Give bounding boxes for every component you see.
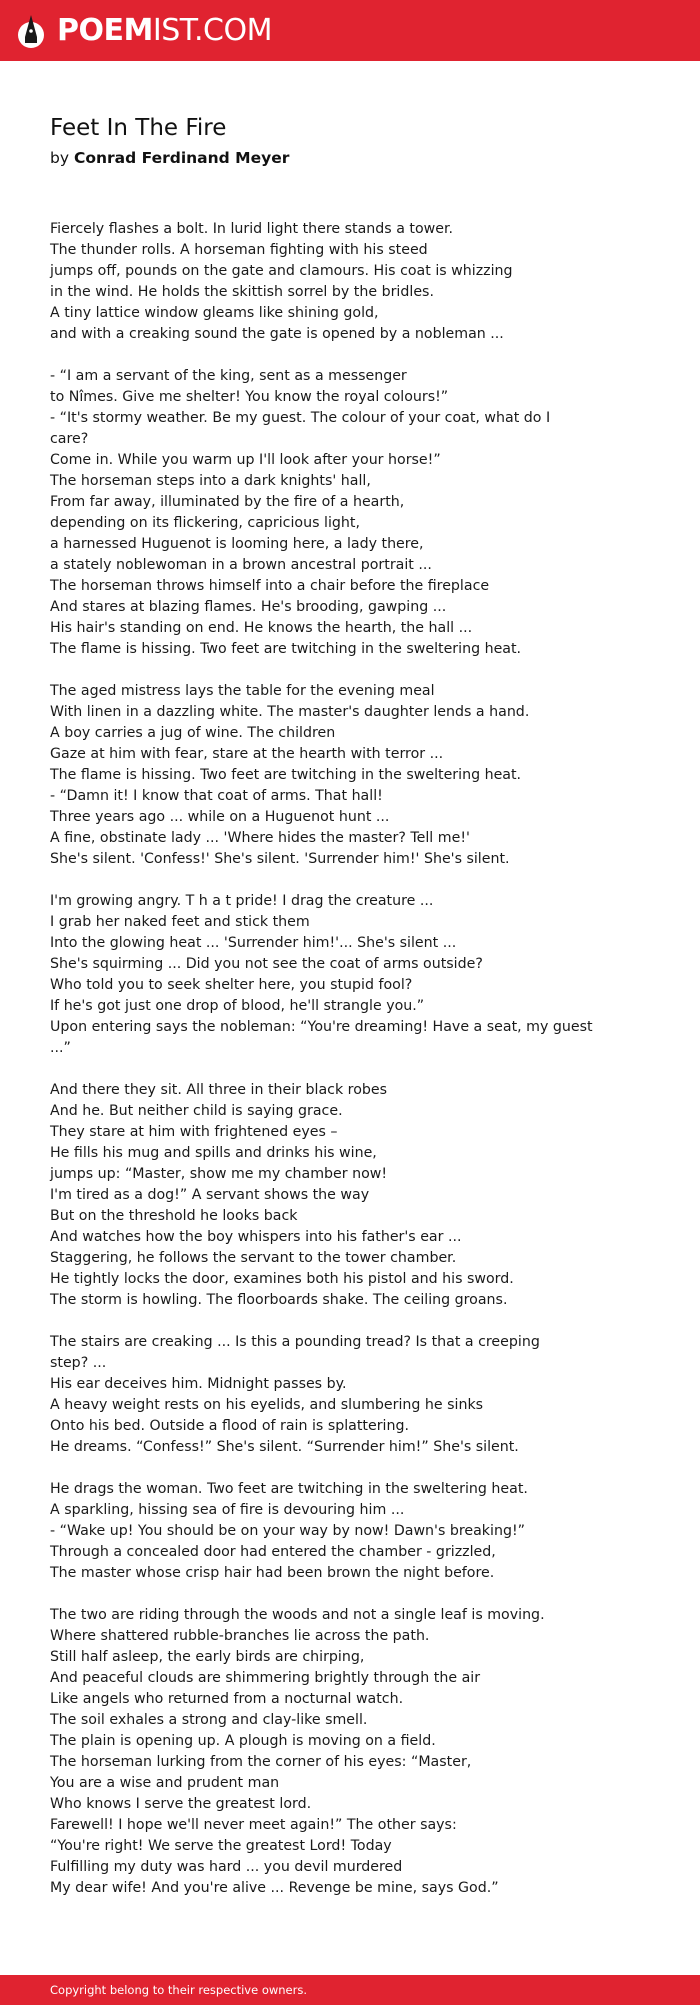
poem-stanza xyxy=(50,1479,610,1584)
poem-line: The stairs are creaking ... Is this a pounding tread? Is that a creeping xyxy=(50,1334,540,1350)
poem-line: A sparkling, hissing sea of fire is devouring him ... xyxy=(50,1502,405,1518)
poem-line: Fiercely flashes a bolt. In lurid light there stands a tower. xyxy=(50,221,454,237)
poem-line: But on the threshold he looks back xyxy=(50,1208,298,1224)
byline-label: by xyxy=(50,149,70,167)
poem-line: The two are riding through the woods and not a single leaf is moving. xyxy=(50,1607,545,1623)
poem-line: Gaze at him with fear, stare at the hearth with terror ... xyxy=(50,746,444,762)
pen-nib-icon xyxy=(17,11,45,51)
poem-line: in the wind. He holds the skittish sorrel by the bridles. xyxy=(50,284,434,300)
poem-line: jumps off, pounds on the gate and clamours. His coat is whizzing xyxy=(50,263,513,279)
poem-line: The thunder rolls. A horseman fighting with his steed xyxy=(50,242,428,258)
poem-title: Feet In The Fire xyxy=(50,115,227,141)
poem-stanza xyxy=(50,1605,610,1899)
poem-line: His ear deceives him. Midnight passes by. xyxy=(50,1376,347,1392)
poem-line: If he's got just one drop of blood, he'll strangle you.” xyxy=(50,998,425,1014)
poem-line: She's squirming ... Did you not see the coat of arms outside? xyxy=(50,956,483,972)
poem-line: Upon entering says the nobleman: “You're dreaming! Have a seat, my guest xyxy=(50,1019,593,1035)
poem-line: Staggering, he follows the servant to the tower chamber. xyxy=(50,1250,457,1266)
poem-line: step? ... xyxy=(50,1355,107,1371)
poem-line: You are a wise and prudent man xyxy=(50,1775,280,1791)
poem-line: The storm is howling. The floorboards shake. The ceiling groans. xyxy=(50,1292,508,1308)
poem-line: A tiny lattice window gleams like shining gold, xyxy=(50,305,379,321)
poem-line: - “It's stormy weather. Be my guest. The colour of your coat, what do I xyxy=(50,410,551,426)
poem-line: They stare at him with frightened eyes – xyxy=(50,1124,338,1140)
poem-body xyxy=(50,219,610,1920)
poem-line: Still half asleep, the early birds are chirping, xyxy=(50,1649,365,1665)
poem-line: With linen in a dazzling white. The master's daughter lends a hand. xyxy=(50,704,530,720)
logo-bold-text: POEM xyxy=(57,12,153,48)
poem-line: Into the glowing heat ... 'Surrender him!'... She's silent ... xyxy=(50,935,457,951)
poem-line: And there they sit. All three in their black robes xyxy=(50,1082,388,1098)
poem-line: From far away, illuminated by the fire of a hearth, xyxy=(50,494,405,510)
poem-line: depending on its flickering, capricious light, xyxy=(50,515,360,531)
poem-line: Three years ago ... while on a Huguenot hunt ... xyxy=(50,809,390,825)
poem-line: He dreams. “Confess!” She's silent. “Surrender him!” She's silent. xyxy=(50,1439,519,1455)
poem-line: And stares at blazing flames. He's brooding, gawping ... xyxy=(50,599,447,615)
poem-line: to Nîmes. Give me shelter! You know the royal colours!” xyxy=(50,389,449,405)
poem-line: He drags the woman. Two feet are twitching in the sweltering heat. xyxy=(50,1481,528,1497)
poem-stanza xyxy=(50,366,610,660)
poem-line: a harnessed Huguenot is looming here, a lady there, xyxy=(50,536,424,552)
poem-line: And he. But neither child is saying grace. xyxy=(50,1103,343,1119)
author-name[interactable]: Conrad Ferdinand Meyer xyxy=(73,149,290,167)
poem-line: The plain is opening up. A plough is moving on a field. xyxy=(50,1733,436,1749)
poem-line: Come in. While you warm up I'll look after your horse!” xyxy=(50,452,441,468)
poem-line: She's silent. 'Confess!' She's silent. 'Surrender him!' She's silent. xyxy=(50,851,510,867)
poem-line: A fine, obstinate lady ... 'Where hides the master? Tell me!' xyxy=(50,830,470,846)
poem-line: care? xyxy=(50,431,89,447)
site-logo[interactable] xyxy=(57,12,272,48)
poem-line: The flame is hissing. Two feet are twitching in the sweltering heat. xyxy=(50,641,522,657)
poem-line: Who told you to seek shelter here, you stupid fool? xyxy=(50,977,413,993)
poem-line: - “Damn it! I know that coat of arms. That hall! xyxy=(50,788,383,804)
poem-line: His hair's standing on end. He knows the hearth, the hall ... xyxy=(50,620,473,636)
poem-line: The master whose crisp hair had been brown the night before. xyxy=(50,1565,495,1581)
poem-stanza xyxy=(50,891,610,1059)
poem-line: Like angels who returned from a nocturnal watch. xyxy=(50,1691,404,1707)
poem-stanza xyxy=(50,681,610,870)
poem-line: Onto his bed. Outside a flood of rain is splattering. xyxy=(50,1418,409,1434)
poem-line: The horseman steps into a dark knights' hall, xyxy=(50,473,371,489)
site-header xyxy=(0,0,700,61)
poem-line: “You're right! We serve the greatest Lord! Today xyxy=(50,1838,392,1854)
poem-line: I grab her naked feet and stick them xyxy=(50,914,310,930)
poem-line: He tightly locks the door, examines both his pistol and his sword. xyxy=(50,1271,514,1287)
poem-line: The soil exhales a strong and clay-like smell. xyxy=(50,1712,368,1728)
byline xyxy=(50,149,289,167)
poem-line: A boy carries a jug of wine. The children xyxy=(50,725,336,741)
poem-line: ...” xyxy=(50,1040,71,1056)
poem-line: And watches how the boy whispers into his father's ear ... xyxy=(50,1229,462,1245)
poem-stanza xyxy=(50,1080,610,1311)
poem-line: a stately noblewoman in a brown ancestral portrait ... xyxy=(50,557,432,573)
poem-line: Where shattered rubble-branches lie across the path. xyxy=(50,1628,430,1644)
poem-line: and with a creaking sound the gate is opened by a nobleman ... xyxy=(50,326,504,342)
poem-line: He fills his mug and spills and drinks his wine, xyxy=(50,1145,377,1161)
poem-line: jumps up: “Master, show me my chamber now! xyxy=(50,1166,388,1182)
poem-line: The horseman throws himself into a chair before the fireplace xyxy=(50,578,490,594)
copyright-text: Copyright belong to their respective owners. xyxy=(50,1983,308,1997)
poem-line: The flame is hissing. Two feet are twitching in the sweltering heat. xyxy=(50,767,522,783)
poem-line: I'm tired as a dog!” A servant shows the way xyxy=(50,1187,370,1203)
poem-line: And peaceful clouds are shimmering brightly through the air xyxy=(50,1670,481,1686)
poem-line: A heavy weight rests on his eyelids, and slumbering he sinks xyxy=(50,1397,484,1413)
poem-line: My dear wife! And you're alive ... Revenge be mine, says God.” xyxy=(50,1880,499,1896)
site-footer xyxy=(0,1975,700,2005)
poem-line: Fulfilling my duty was hard ... you devil murdered xyxy=(50,1859,403,1875)
poem-stanza xyxy=(50,1332,610,1458)
poem-line: Who knows I serve the greatest lord. xyxy=(50,1796,312,1812)
poem-line: The aged mistress lays the table for the evening meal xyxy=(50,683,435,699)
poem-line: - “Wake up! You should be on your way by now! Dawn's breaking!” xyxy=(50,1523,525,1539)
poem-line: I'm growing angry. T h a t pride! I drag the creature ... xyxy=(50,893,434,909)
poem-line: Through a concealed door had entered the chamber - grizzled, xyxy=(50,1544,496,1560)
poem-line: The horseman lurking from the corner of his eyes: “Master, xyxy=(50,1754,472,1770)
poem-line: - “I am a servant of the king, sent as a messenger xyxy=(50,368,407,384)
poem-stanza xyxy=(50,219,610,345)
logo-light-text: IST.COM xyxy=(152,12,272,48)
poem-line: Farewell! I hope we'll never meet again!” The other says: xyxy=(50,1817,457,1833)
